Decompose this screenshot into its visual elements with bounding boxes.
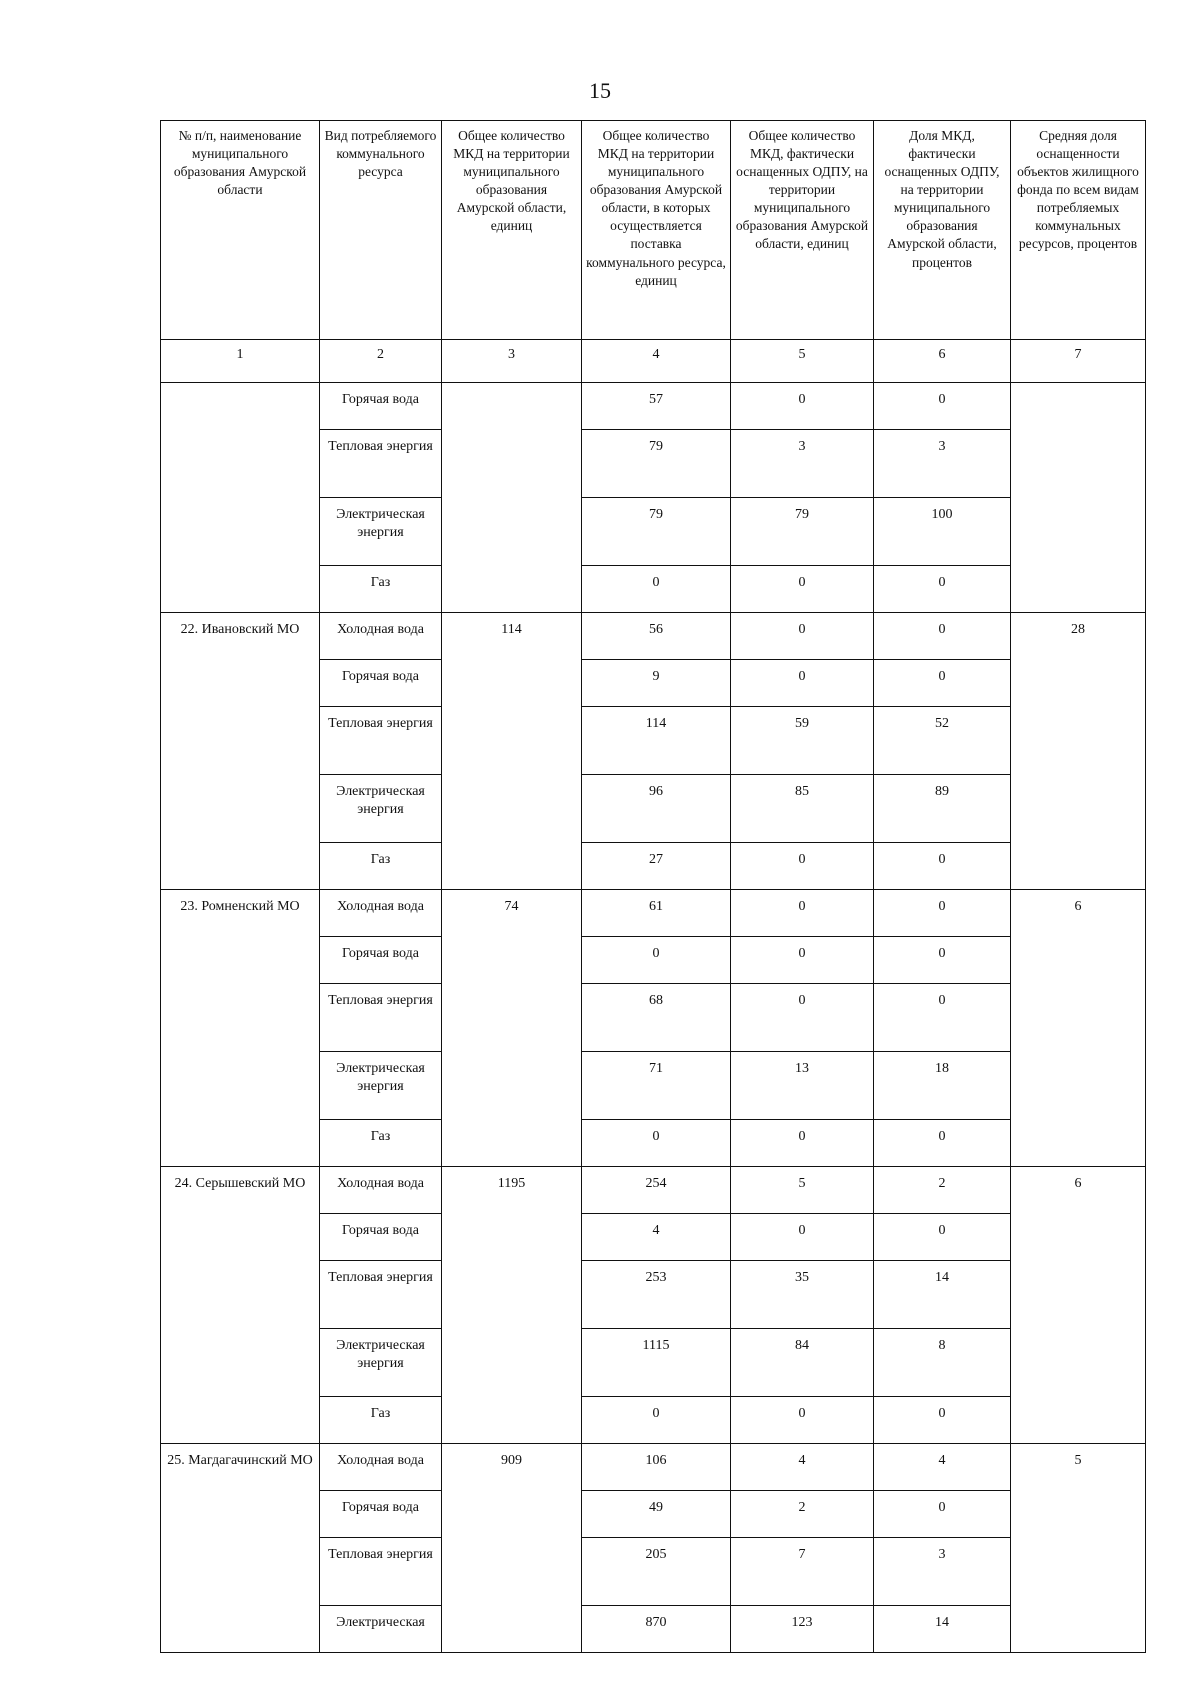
supplied-mkd: 71 bbox=[582, 1052, 731, 1120]
odpu-share: 4 bbox=[874, 1444, 1011, 1491]
odpu-mkd: 0 bbox=[731, 660, 874, 707]
average-share: 5 bbox=[1011, 1444, 1146, 1653]
supplied-mkd: 57 bbox=[582, 383, 731, 430]
odpu-share: 14 bbox=[874, 1606, 1011, 1653]
resource-type: Газ bbox=[320, 1120, 442, 1167]
resource-type: Газ bbox=[320, 566, 442, 613]
column-number: 1 bbox=[161, 340, 320, 383]
odpu-mkd: 85 bbox=[731, 775, 874, 843]
resource-type: Электрическая энергия bbox=[320, 1052, 442, 1120]
resource-type: Тепловая энергия bbox=[320, 984, 442, 1052]
supplied-mkd: 205 bbox=[582, 1538, 731, 1606]
column-number: 4 bbox=[582, 340, 731, 383]
resource-type: Горячая вода bbox=[320, 1214, 442, 1261]
odpu-mkd: 123 bbox=[731, 1606, 874, 1653]
average-share: 6 bbox=[1011, 1167, 1146, 1444]
odpu-share: 0 bbox=[874, 1397, 1011, 1444]
supplied-mkd: 56 bbox=[582, 613, 731, 660]
odpu-share: 0 bbox=[874, 566, 1011, 613]
total-mkd bbox=[442, 383, 582, 613]
odpu-share: 0 bbox=[874, 660, 1011, 707]
municipality-name: 25. Магдагачинский МО bbox=[161, 1444, 320, 1653]
resource-type: Газ bbox=[320, 1397, 442, 1444]
resource-type: Тепловая энергия bbox=[320, 1538, 442, 1606]
supplied-mkd: 0 bbox=[582, 937, 731, 984]
supplied-mkd: 253 bbox=[582, 1261, 731, 1329]
page-number: 15 bbox=[589, 78, 611, 103]
supplied-mkd: 49 bbox=[582, 1491, 731, 1538]
odpu-mkd: 59 bbox=[731, 707, 874, 775]
odpu-share: 0 bbox=[874, 1491, 1011, 1538]
header-cell: № п/п, наименование муниципального образования Амурской области bbox=[161, 121, 320, 340]
resource-type: Тепловая энергия bbox=[320, 707, 442, 775]
supplied-mkd: 1115 bbox=[582, 1329, 731, 1397]
odpu-share: 8 bbox=[874, 1329, 1011, 1397]
resource-type: Холодная вода bbox=[320, 613, 442, 660]
resource-type: Электрическая энергия bbox=[320, 775, 442, 843]
resource-type: Электрическая энергия bbox=[320, 1329, 442, 1397]
odpu-share: 3 bbox=[874, 430, 1011, 498]
odpu-mkd: 4 bbox=[731, 1444, 874, 1491]
header-cell: Доля МКД, фактически оснащенных ОДПУ, на территории муниципального образования Амурской области, процентов bbox=[874, 121, 1011, 340]
supplied-mkd: 0 bbox=[582, 1397, 731, 1444]
odpu-mkd: 2 bbox=[731, 1491, 874, 1538]
header-cell: Общее количество МКД на территории муниципального образования Амурской области, в которых осуществляется поставка коммунального ресурса, единиц bbox=[582, 121, 731, 340]
column-number: 3 bbox=[442, 340, 582, 383]
supplied-mkd: 0 bbox=[582, 566, 731, 613]
odpu-mkd: 35 bbox=[731, 1261, 874, 1329]
odpu-share: 0 bbox=[874, 843, 1011, 890]
average-share: 28 bbox=[1011, 613, 1146, 890]
odpu-share: 14 bbox=[874, 1261, 1011, 1329]
resource-type: Газ bbox=[320, 843, 442, 890]
supplied-mkd: 96 bbox=[582, 775, 731, 843]
odpu-share: 18 bbox=[874, 1052, 1011, 1120]
odpu-mkd: 0 bbox=[731, 937, 874, 984]
resource-type: Тепловая энергия bbox=[320, 430, 442, 498]
odpu-share: 0 bbox=[874, 937, 1011, 984]
header-cell: Общее количество МКД на территории муниципального образования Амурской области, единиц bbox=[442, 121, 582, 340]
resource-type: Горячая вода bbox=[320, 937, 442, 984]
column-number: 5 bbox=[731, 340, 874, 383]
resource-type: Горячая вода bbox=[320, 660, 442, 707]
resource-type: Холодная вода bbox=[320, 1444, 442, 1491]
odpu-table bbox=[160, 120, 1146, 1653]
supplied-mkd: 254 bbox=[582, 1167, 731, 1214]
resource-type: Тепловая энергия bbox=[320, 1261, 442, 1329]
total-mkd: 114 bbox=[442, 613, 582, 890]
odpu-mkd: 0 bbox=[731, 566, 874, 613]
column-number: 7 bbox=[1011, 340, 1146, 383]
header-cell: Общее количество МКД, фактически оснащенных ОДПУ, на территории муниципального образования Амурской области, единиц bbox=[731, 121, 874, 340]
odpu-mkd: 13 bbox=[731, 1052, 874, 1120]
resource-type: Горячая вода bbox=[320, 383, 442, 430]
table-row bbox=[161, 1167, 1146, 1214]
total-mkd: 1195 bbox=[442, 1167, 582, 1444]
resource-type: Холодная вода bbox=[320, 1167, 442, 1214]
odpu-mkd: 0 bbox=[731, 1120, 874, 1167]
resource-type: Холодная вода bbox=[320, 890, 442, 937]
table-row bbox=[161, 613, 1146, 660]
odpu-share: 0 bbox=[874, 383, 1011, 430]
odpu-share: 89 bbox=[874, 775, 1011, 843]
average-share: 6 bbox=[1011, 890, 1146, 1167]
column-number-row bbox=[161, 340, 1146, 383]
header-cell: Средняя доля оснащенности объектов жилищного фонда по всем видам потребляемых коммунальных ресурсов, процентов bbox=[1011, 121, 1146, 340]
odpu-mkd: 3 bbox=[731, 430, 874, 498]
odpu-share: 2 bbox=[874, 1167, 1011, 1214]
supplied-mkd: 4 bbox=[582, 1214, 731, 1261]
municipality-name: 22. Ивановский МО bbox=[161, 613, 320, 890]
odpu-mkd: 79 bbox=[731, 498, 874, 566]
resource-type: Электрическая bbox=[320, 1606, 442, 1653]
odpu-mkd: 5 bbox=[731, 1167, 874, 1214]
municipality-name bbox=[161, 383, 320, 613]
table-row bbox=[161, 1444, 1146, 1491]
odpu-share: 0 bbox=[874, 890, 1011, 937]
supplied-mkd: 61 bbox=[582, 890, 731, 937]
table-body bbox=[161, 340, 1146, 1653]
odpu-share: 0 bbox=[874, 613, 1011, 660]
supplied-mkd: 0 bbox=[582, 1120, 731, 1167]
odpu-share: 100 bbox=[874, 498, 1011, 566]
resource-type: Электрическая энергия bbox=[320, 498, 442, 566]
odpu-mkd: 0 bbox=[731, 843, 874, 890]
odpu-mkd: 0 bbox=[731, 1397, 874, 1444]
odpu-share: 0 bbox=[874, 1120, 1011, 1167]
supplied-mkd: 870 bbox=[582, 1606, 731, 1653]
table-row bbox=[161, 890, 1146, 937]
supplied-mkd: 9 bbox=[582, 660, 731, 707]
odpu-mkd: 0 bbox=[731, 984, 874, 1052]
odpu-mkd: 84 bbox=[731, 1329, 874, 1397]
odpu-mkd: 0 bbox=[731, 890, 874, 937]
supplied-mkd: 79 bbox=[582, 430, 731, 498]
header-row bbox=[161, 121, 1146, 340]
supplied-mkd: 114 bbox=[582, 707, 731, 775]
header-cell: Вид потребляемого коммунального ресурса bbox=[320, 121, 442, 340]
column-number: 2 bbox=[320, 340, 442, 383]
odpu-share: 0 bbox=[874, 984, 1011, 1052]
supplied-mkd: 68 bbox=[582, 984, 731, 1052]
odpu-share: 3 bbox=[874, 1538, 1011, 1606]
odpu-mkd: 7 bbox=[731, 1538, 874, 1606]
municipality-name: 23. Ромненский МО bbox=[161, 890, 320, 1167]
total-mkd: 74 bbox=[442, 890, 582, 1167]
resource-type: Горячая вода bbox=[320, 1491, 442, 1538]
municipality-name: 24. Серышевский МО bbox=[161, 1167, 320, 1444]
table-row bbox=[161, 383, 1146, 430]
odpu-share: 52 bbox=[874, 707, 1011, 775]
supplied-mkd: 27 bbox=[582, 843, 731, 890]
supplied-mkd: 79 bbox=[582, 498, 731, 566]
odpu-mkd: 0 bbox=[731, 613, 874, 660]
odpu-share: 0 bbox=[874, 1214, 1011, 1261]
odpu-mkd: 0 bbox=[731, 1214, 874, 1261]
total-mkd: 909 bbox=[442, 1444, 582, 1653]
odpu-mkd: 0 bbox=[731, 383, 874, 430]
average-share bbox=[1011, 383, 1146, 613]
supplied-mkd: 106 bbox=[582, 1444, 731, 1491]
column-number: 6 bbox=[874, 340, 1011, 383]
